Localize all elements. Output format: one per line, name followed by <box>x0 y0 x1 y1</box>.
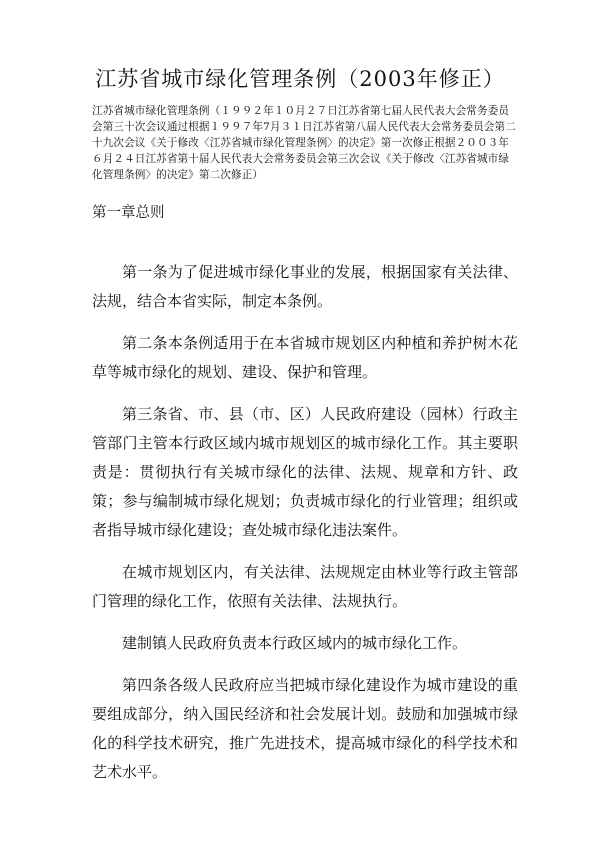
document-subtitle: 江苏省城市绿化管理条例（１９９２年１０月２７日江苏省第七届人民代表大会常务委员会第三十次会议通过根据１９９７年7月３１日江苏省第八届人民代表大会常务委员会第二十九次会议《关于修改〈江苏省城市绿化管理条例〉的决定》第一次修正根据２００３年６月２４日江苏省第十届人民代表大会常务委员会第三次会议《关于修改〈江苏省城市绿化管理条例〉的决定》第二次修正） <box>92 105 516 181</box>
article-2-paragraph: 第二条本条例适用于在本省城市规划区内种植和养护树木花草等城市绿化的规划、建设、保护和管理。 <box>92 334 518 381</box>
article-4-paragraph: 第四条各级人民政府应当把城市绿化建设作为城市建设的重要组成部分，纳入国民经济和社会发展计划。鼓励和加强城市绿化的科学技术研究，推广先进技术，提高城市绿化的科学技术和艺术水平。 <box>92 676 518 781</box>
article-3-town-paragraph: 建制镇人民政府负责本行政区域内的城市绿化工作。 <box>122 634 468 652</box>
body-text <box>92 258 518 800</box>
article-1-paragraph: 第一条为了促进城市绿化事业的发展，根据国家有关法律、法规，结合本省实际，制定本条例。 <box>92 263 518 310</box>
document-title: 江苏省城市绿化管理条例（2003年修正） <box>95 67 505 91</box>
article-3-paragraph: 第三条省、市、县（市、区）人民政府建设（园林）行政主管部门主管本行政区域内城市规划区的城市绿化工作。其主要职责是：贯彻执行有关城市绿化的法律、法规、规章和方针、政策；参与编制城市绿化规划；负责城市绿化的行业管理；组织或者指导城市绿化建设；查处城市绿化违法案件。 <box>92 405 518 539</box>
article-3-forestry-paragraph: 在城市规划区内，有关法律、法规规定由林业等行政主管部门管理的绿化工作，依照有关法律、法规执行。 <box>92 563 518 610</box>
chapter-heading: 第一章总则 <box>92 205 165 221</box>
